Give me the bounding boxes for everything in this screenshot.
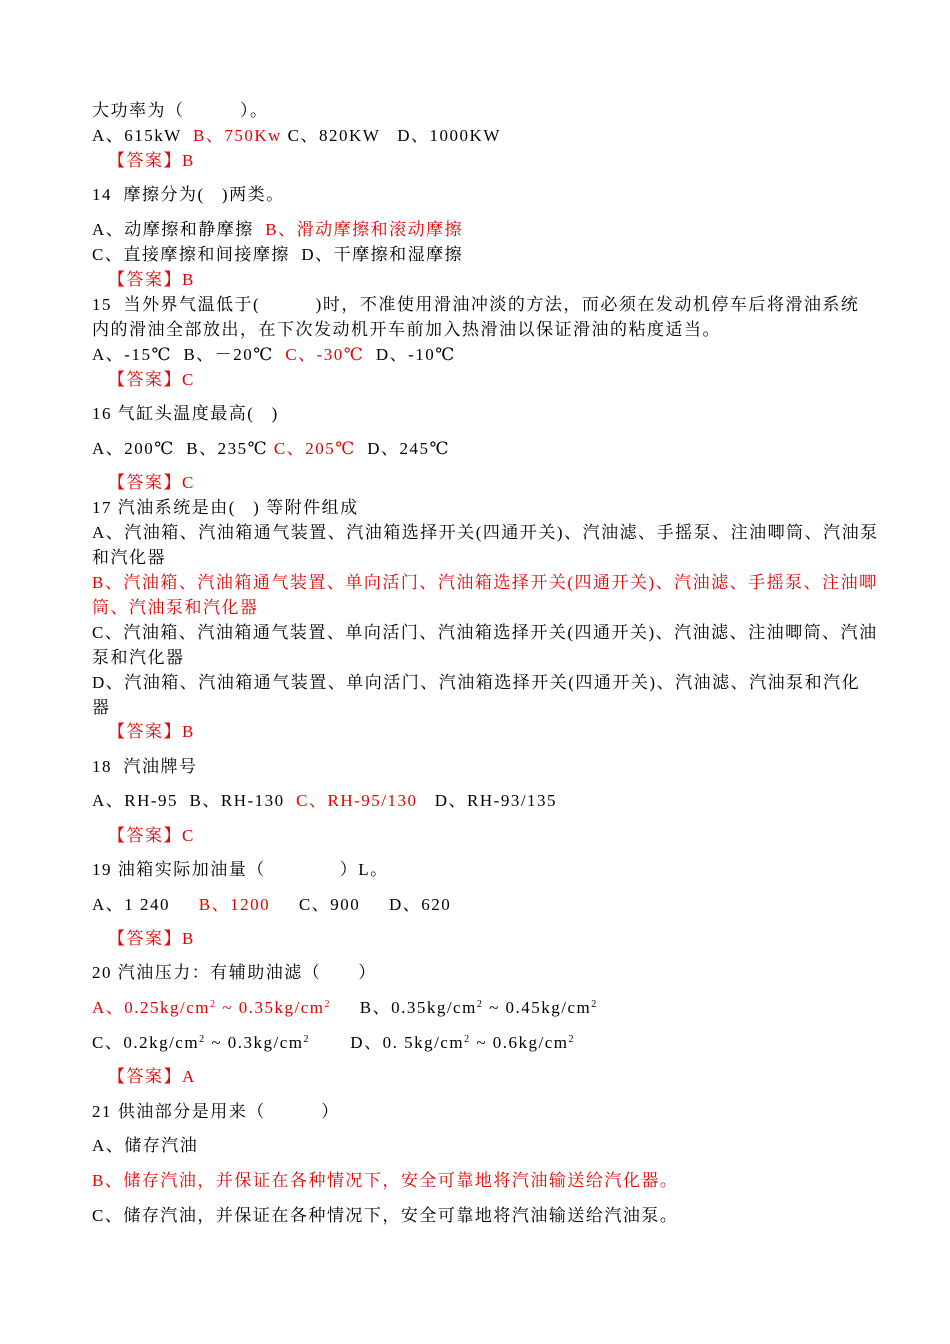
- q13-answer: 【答案】B: [108, 151, 195, 170]
- q15-stem-line-1: 15 当外界气温低于( )时，不准使用滑油冲淡的方法，而必须在发动机停车后将滑油系统: [92, 295, 860, 314]
- q15-option-ab: A、-15℃ B、－20℃: [92, 345, 286, 364]
- q19-option-b-correct: B、1200: [198, 895, 271, 914]
- q18-stem: 18 汽油牌号: [92, 757, 198, 776]
- q17-stem: 17 汽油系统是由( ) 等附件组成: [92, 498, 359, 517]
- q14-option-a: A、动摩擦和静摩擦: [92, 220, 266, 239]
- q16-stem: 16 气缸头温度最高( ): [92, 404, 279, 423]
- q20-option-c: C、$0.2kg/cm^2$ ~ $0.3kg/cm^2$: [92, 1033, 311, 1052]
- q17-option-a-line-2: 和汽化器: [92, 548, 166, 567]
- q15-option-c-correct: C、-30℃: [285, 345, 365, 364]
- q13-option-a: A、615kW: [92, 126, 194, 145]
- q16-options: [92, 438, 450, 460]
- q18-option-ab: A、RH-95 B、RH-130: [92, 791, 297, 810]
- q17-option-a-line-1: A、汽油箱、汽油箱通气装置、汽油箱选择开关(四通开关)、汽油滤、手摇泵、注油唧筒、汽油泵: [92, 523, 879, 542]
- q21-option-b-correct: B、储存汽油，并保证在各种情况下，安全可靠地将汽油输送给汽化器。: [92, 1171, 679, 1190]
- q13-options: [92, 125, 501, 147]
- q16-option-d: D、245℃: [355, 439, 451, 458]
- q17-option-d-line-2: 器: [92, 698, 111, 717]
- q21-option-a: A、储存汽油: [92, 1136, 199, 1155]
- q19-options: [92, 894, 451, 916]
- q15-stem-line-2: 内的滑油全部放出，在下次发动机开车前加入热滑油以保证滑油的粘度适当。: [92, 320, 721, 339]
- q20-option-b: B、$0.35kg/cm^2$ ~ $0.45kg/cm^2$: [330, 998, 598, 1017]
- q15-option-d: D、-10℃: [364, 345, 456, 364]
- q17-option-c-line-2: 泵和汽化器: [92, 648, 185, 667]
- q20-options-cd: [92, 1032, 575, 1054]
- q13-option-cd: C、820KW D、1000KW: [281, 126, 501, 145]
- q14-answer: 【答案】B: [108, 270, 195, 289]
- q20-option-d: D、0. $5kg/cm^2$ ~ $0.6kg/cm^2$: [310, 1033, 576, 1052]
- q15-options: [92, 344, 456, 366]
- q14-stem: 14 摩擦分为( )两类。: [92, 185, 285, 204]
- q18-option-c-correct: C、RH-95/130: [296, 791, 418, 810]
- q17-answer: 【答案】B: [108, 722, 195, 741]
- q14-options-cd: C、直接摩擦和间接摩擦 D、干摩擦和湿摩擦: [92, 245, 464, 264]
- q21-option-c: C、储存汽油，并保证在各种情况下，安全可靠地将汽油输送给汽油泵。: [92, 1206, 679, 1225]
- q14-option-b-correct: B、滑动摩擦和滚动摩擦: [265, 220, 464, 239]
- q21-stem: 21 供油部分是用来（ ）: [92, 1102, 340, 1121]
- q14-options-ab: [92, 219, 463, 241]
- q18-answer: 【答案】C: [108, 826, 195, 845]
- q15-answer: 【答案】C: [108, 370, 195, 389]
- q13-option-b-correct: B、750Kw: [193, 126, 282, 145]
- q20-stem: 20 汽油压力：有辅助油滤（ ）: [92, 963, 377, 982]
- q19-answer: 【答案】B: [108, 929, 195, 948]
- q17-option-b-correct-line-2: 筒、汽油泵和汽化器: [92, 598, 259, 617]
- q18-option-d: D、RH-93/135: [417, 791, 558, 810]
- q16-option-c-correct: C、205℃: [273, 439, 356, 458]
- q16-option-ab: A、200℃ B、235℃: [92, 439, 274, 458]
- q19-stem: 19 油箱实际加油量（ ）L。: [92, 860, 389, 879]
- q13-stem: 大功率为（ ）。: [92, 101, 269, 120]
- q19-option-a: A、1 240: [92, 895, 199, 914]
- q17-option-d-line-1: D、汽油箱、汽油箱通气装置、单向活门、汽油箱选择开关(四通开关)、汽油滤、汽油泵和汽化: [92, 673, 861, 692]
- q20-option-a-correct: A、$0.25kg/cm^2$ ~ $0.35kg/cm^2$: [92, 998, 331, 1017]
- q19-option-cd: C、900 D、620: [270, 895, 452, 914]
- q18-options: [92, 790, 557, 812]
- q17-option-c-line-1: C、汽油箱、汽油箱通气装置、单向活门、汽油箱选择开关(四通开关)、汽油滤、注油唧筒、汽油: [92, 623, 878, 642]
- q16-answer: 【答案】C: [108, 473, 195, 492]
- q20-answer: 【答案】A: [108, 1067, 196, 1086]
- q20-options-ab: [92, 997, 598, 1019]
- q17-option-b-correct-line-1: B、汽油箱、汽油箱通气装置、单向活门、汽油箱选择开关(四通开关)、汽油滤、手摇泵、注油唧: [92, 573, 878, 592]
